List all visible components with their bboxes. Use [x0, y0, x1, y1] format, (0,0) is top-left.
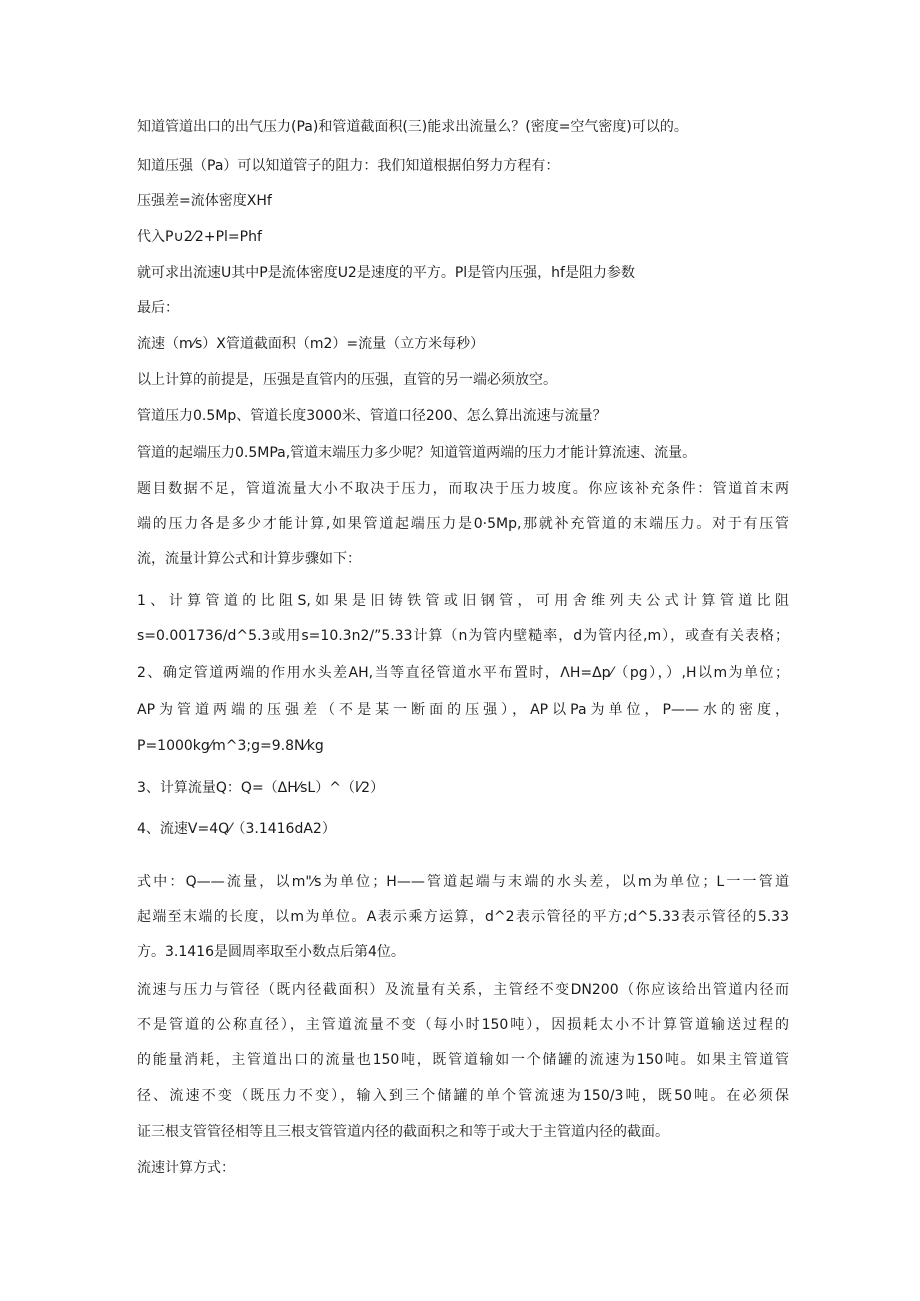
text-line-2: 知道压强（Pa）可以知道管子的阻力：我们知道根据伯努力方程有： [137, 158, 560, 174]
text-line-16: 2、确定管道两端的作用水头差AH,当等直径管道水平布置时，ΛH=Δp⁄（pg），）,H以m为单位； [137, 665, 789, 681]
text-line-26: 的能量消耗，主管道出口的流量也150吨，既管道输如一个储罐的流速为150吨。如果主管道管 [137, 1052, 789, 1068]
text-line-20: 4、流速V=4Q⁄（3.1416dA2） [137, 821, 336, 837]
text-line-21: 式中：Q——流量，以m"⁄s为单位；H——管道起端与末端的水头差，以m为单位；L一一管道 [137, 874, 789, 890]
text-line-19: 3、计算流量Q：Q=（ΔH⁄sL）^（l⁄2） [137, 780, 385, 796]
text-line-25: 不是管道的公称直径），主管道流量不变（每小时150吨），因损耗太小不计算管道输送过程的 [137, 1017, 789, 1033]
text-line-6: 最后： [137, 300, 179, 316]
text-line-28: 证三根支管管径相等且三根支管管道内径的截面积之和等于或大于主管道内径的截面。 [137, 1124, 669, 1140]
text-line-17: AP为管道两端的压强差（不是某一断面的压强），AP以Pa为单位，P——水的密度， [137, 702, 789, 718]
text-line-4: 代入P∪2⁄2+Pl=Phf [137, 229, 262, 245]
text-line-29: 流速计算方式： [137, 1160, 235, 1176]
text-line-7: 流速（m⁄s）X管道截面积（m2）=流量（立方米每秒） [137, 336, 485, 352]
text-line-18: P=1000kg⁄m^3;g=9.8N⁄kg [137, 738, 324, 754]
text-line-11: 题目数据不足，管道流量大小不取决于压力，而取决于压力坡度。你应该补充条件：管道首末两 [137, 481, 789, 497]
text-line-3: 压强差=流体密度XHf [137, 193, 272, 209]
text-line-9: 管道压力0.5Mp、管道长度3000米、管道口径200、怎么算出流速与流量？ [137, 408, 607, 424]
text-line-10: 管道的起端压力0.5MPa,管道末端压力多少呢？知道管道两端的压力才能计算流速、流量。 [137, 445, 697, 461]
text-line-14: 1、计算管道的比阻S,如果是旧铸铁管或旧钢管，可用舍维列夫公式计算管道比阻 [137, 593, 789, 609]
text-line-8: 以上计算的前提是，压强是直管内的压强，直管的另一端必须放空。 [137, 372, 557, 388]
text-line-12: 端的压力各是多少才能计算,如果管道起端压力是0·5Mp,那就补充管道的末端压力。对于有压管 [137, 516, 789, 532]
text-line-13: 流，流量计算公式和计算步骤如下： [137, 551, 361, 567]
text-line-15: s=0.001736/d^5.3或用s=10.3n2/”5.33计算（n为管内壁糙率，d为管内径,m），或查有关表格； [137, 628, 789, 644]
text-line-1: 知道管道出口的出气压力(Pa)和管道截面积(三)能求出流量么？(密度=空气密度)可以的。 [137, 119, 688, 135]
text-line-27: 径、流速不变（既压力不变），输入到三个储罐的单个管流速为150/3吨，既50吨。在必须保 [137, 1088, 789, 1104]
text-line-24: 流速与压力与管径（既内径截面积）及流量有关系，主管经不变DN200（你应该给出管道内径而 [137, 982, 789, 998]
text-line-5: 就可求出流速U其中P是流体密度U2是速度的平方。Pl是管内压强，hf是阻力参数 [137, 265, 635, 281]
text-line-23: 方。3.1416是圆周率取至小数点后第4位。 [137, 944, 405, 960]
text-line-22: 起端至末端的长度，以m为单位。A表示乘方运算，d^2表示管径的平方;d^5.33表示管径的5.33 [137, 909, 789, 925]
